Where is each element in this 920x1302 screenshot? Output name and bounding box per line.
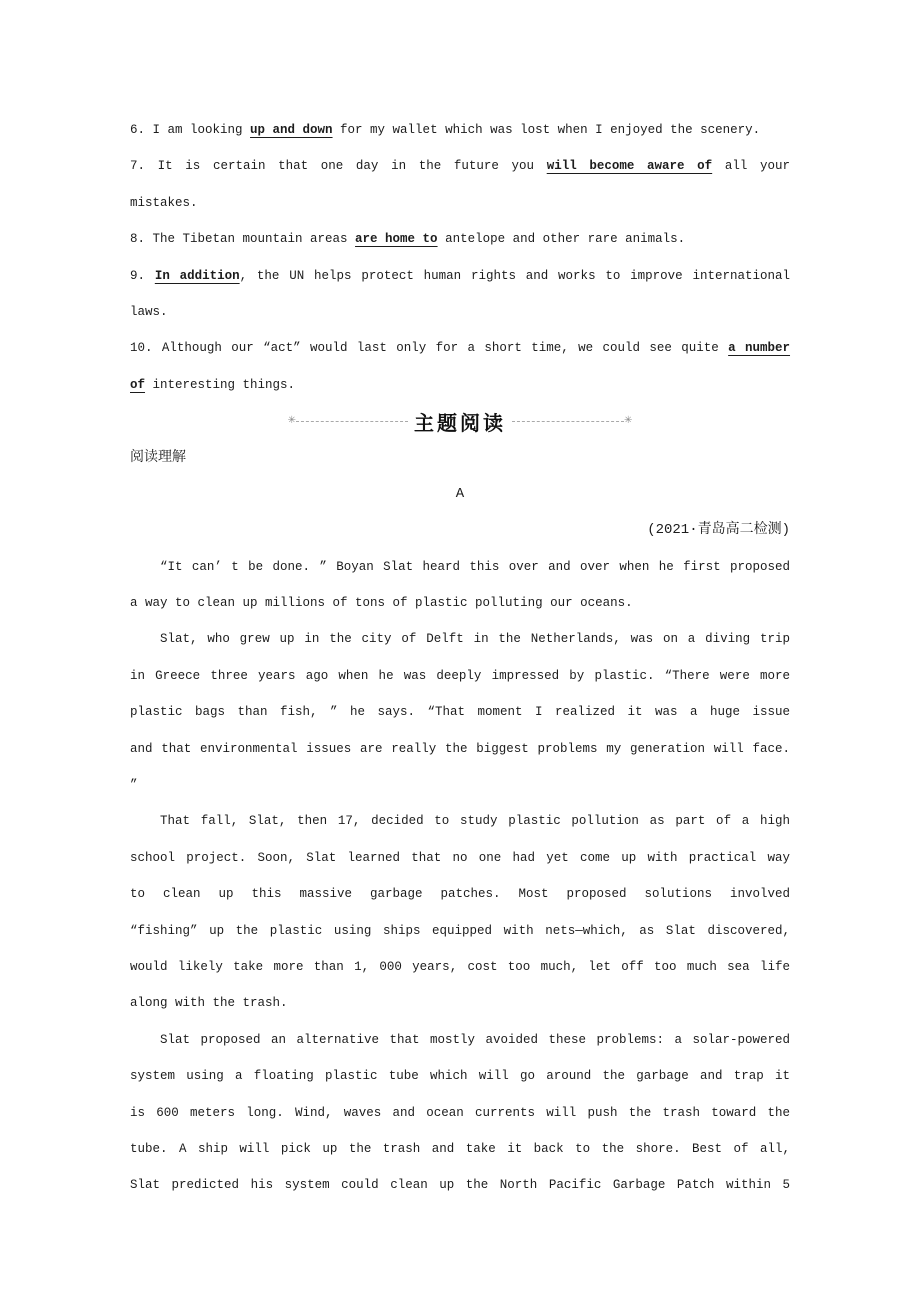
sentence-text: antelope and other rare animals. [437,232,686,247]
passage-line: to clean up this massive garbage patches. Most proposed solutions involved [130,887,790,902]
sentence-text: 7. It is certain that one day in the future you [130,159,547,174]
exercise-sentence-10-line-1 [130,330,790,366]
sentence-text: interesting things. [145,377,296,392]
section-header [130,403,790,439]
divider-dash-left [296,421,408,422]
sentence-text: 8. The Tibetan mountain areas [130,232,356,247]
exercise-sentence-8 [130,221,790,257]
underlined-phrase: In addition [154,268,240,283]
passage-line: plastic bags than fish, ” he says. “That moment I realized it was a huge issue [130,705,790,720]
exercise-sentence-6 [130,112,790,148]
section-header-title: 主题阅读 [414,412,506,435]
underlined-phrase: are home to [355,232,438,247]
passage-line: in Greece three years ago when he was deeply impressed by plastic. “There were more [130,668,790,683]
passage-line: along with the trash. [130,996,288,1011]
passage-line: Slat, who grew up in the city of Delft in the Netherlands, was on a diving trip [160,632,790,647]
passage-line: ” [130,778,138,793]
exercise-sentence-7-line-2 [130,185,790,221]
underlined-phrase: of [130,377,146,392]
asterisk-marker-left-icon: ✳ [287,415,296,427]
passage-line: and that environmental issues are really the biggest problems my generation will face. [130,741,790,756]
passage-line: “fishing” up the plastic using ships equipped with nets—which, as Slat discovered, [130,923,790,938]
exercise-sentence-10-line-2 [130,367,790,403]
label-text: 阅读理解 [130,449,186,466]
passage-line: school project. Soon, Slat learned that no one had yet come up with practical way [130,850,790,865]
underlined-phrase: up and down [250,123,333,137]
label-text: A [455,485,465,502]
exercise-sentence-9-line-1 [130,258,790,294]
underlined-phrase: will become aware of [546,159,713,174]
passage-line: That fall, Slat, then 17, decided to study plastic pollution as part of a high [160,814,790,829]
underlined-phrase: a number [728,341,791,356]
sentence-text: , the UN helps protect human rights and works to improve international [239,268,790,283]
sentence-text: mistakes. [130,195,198,210]
asterisk-marker-right-icon: ✳ [624,415,633,427]
passage-line: system using a floating plastic tube which will go around the garbage and trap it [130,1069,790,1084]
reading-comprehension-label [130,440,790,476]
sentence-text: 10. Although our “act” would last only for a short time, we could see quite [130,341,729,356]
passage-line: Slat proposed an alternative that mostly avoided these problems: a solar-powered [160,1032,790,1047]
passage-line: a way to clean up millions of tons of plastic polluting our oceans. [130,596,633,611]
sentence-text: 9. [130,268,155,283]
passage-line: would likely take more than 1, 000 years, cost too much, let off too much sea life [130,959,790,974]
passage-line: tube. A ship will pick up the trash and take it back to the shore. Best of all, [130,1141,790,1156]
sentence-text: for my wallet which was lost when I enjoyed the scenery. [332,123,761,137]
passage-line: Slat predicted his system could clean up the North Pacific Garbage Patch within 5 [130,1178,790,1193]
divider-dash-right [512,421,624,422]
source-text: (2021·青岛高二检测) [647,522,790,539]
passage-source [130,512,790,548]
sentence-text: 6. I am looking [130,123,251,137]
passage-line: “It can’ t be done. ” Boyan Slat heard this over and over when he first proposed [160,559,790,574]
passage-line: is 600 meters long. Wind, waves and ocean currents will push the trash toward the [130,1105,790,1120]
sentence-text: all your [712,159,790,174]
exercise-sentence-7-line-1 [130,148,790,184]
exercise-sentence-9-line-2 [130,294,790,330]
passage-label [130,476,790,512]
sentence-text: laws. [130,304,168,319]
